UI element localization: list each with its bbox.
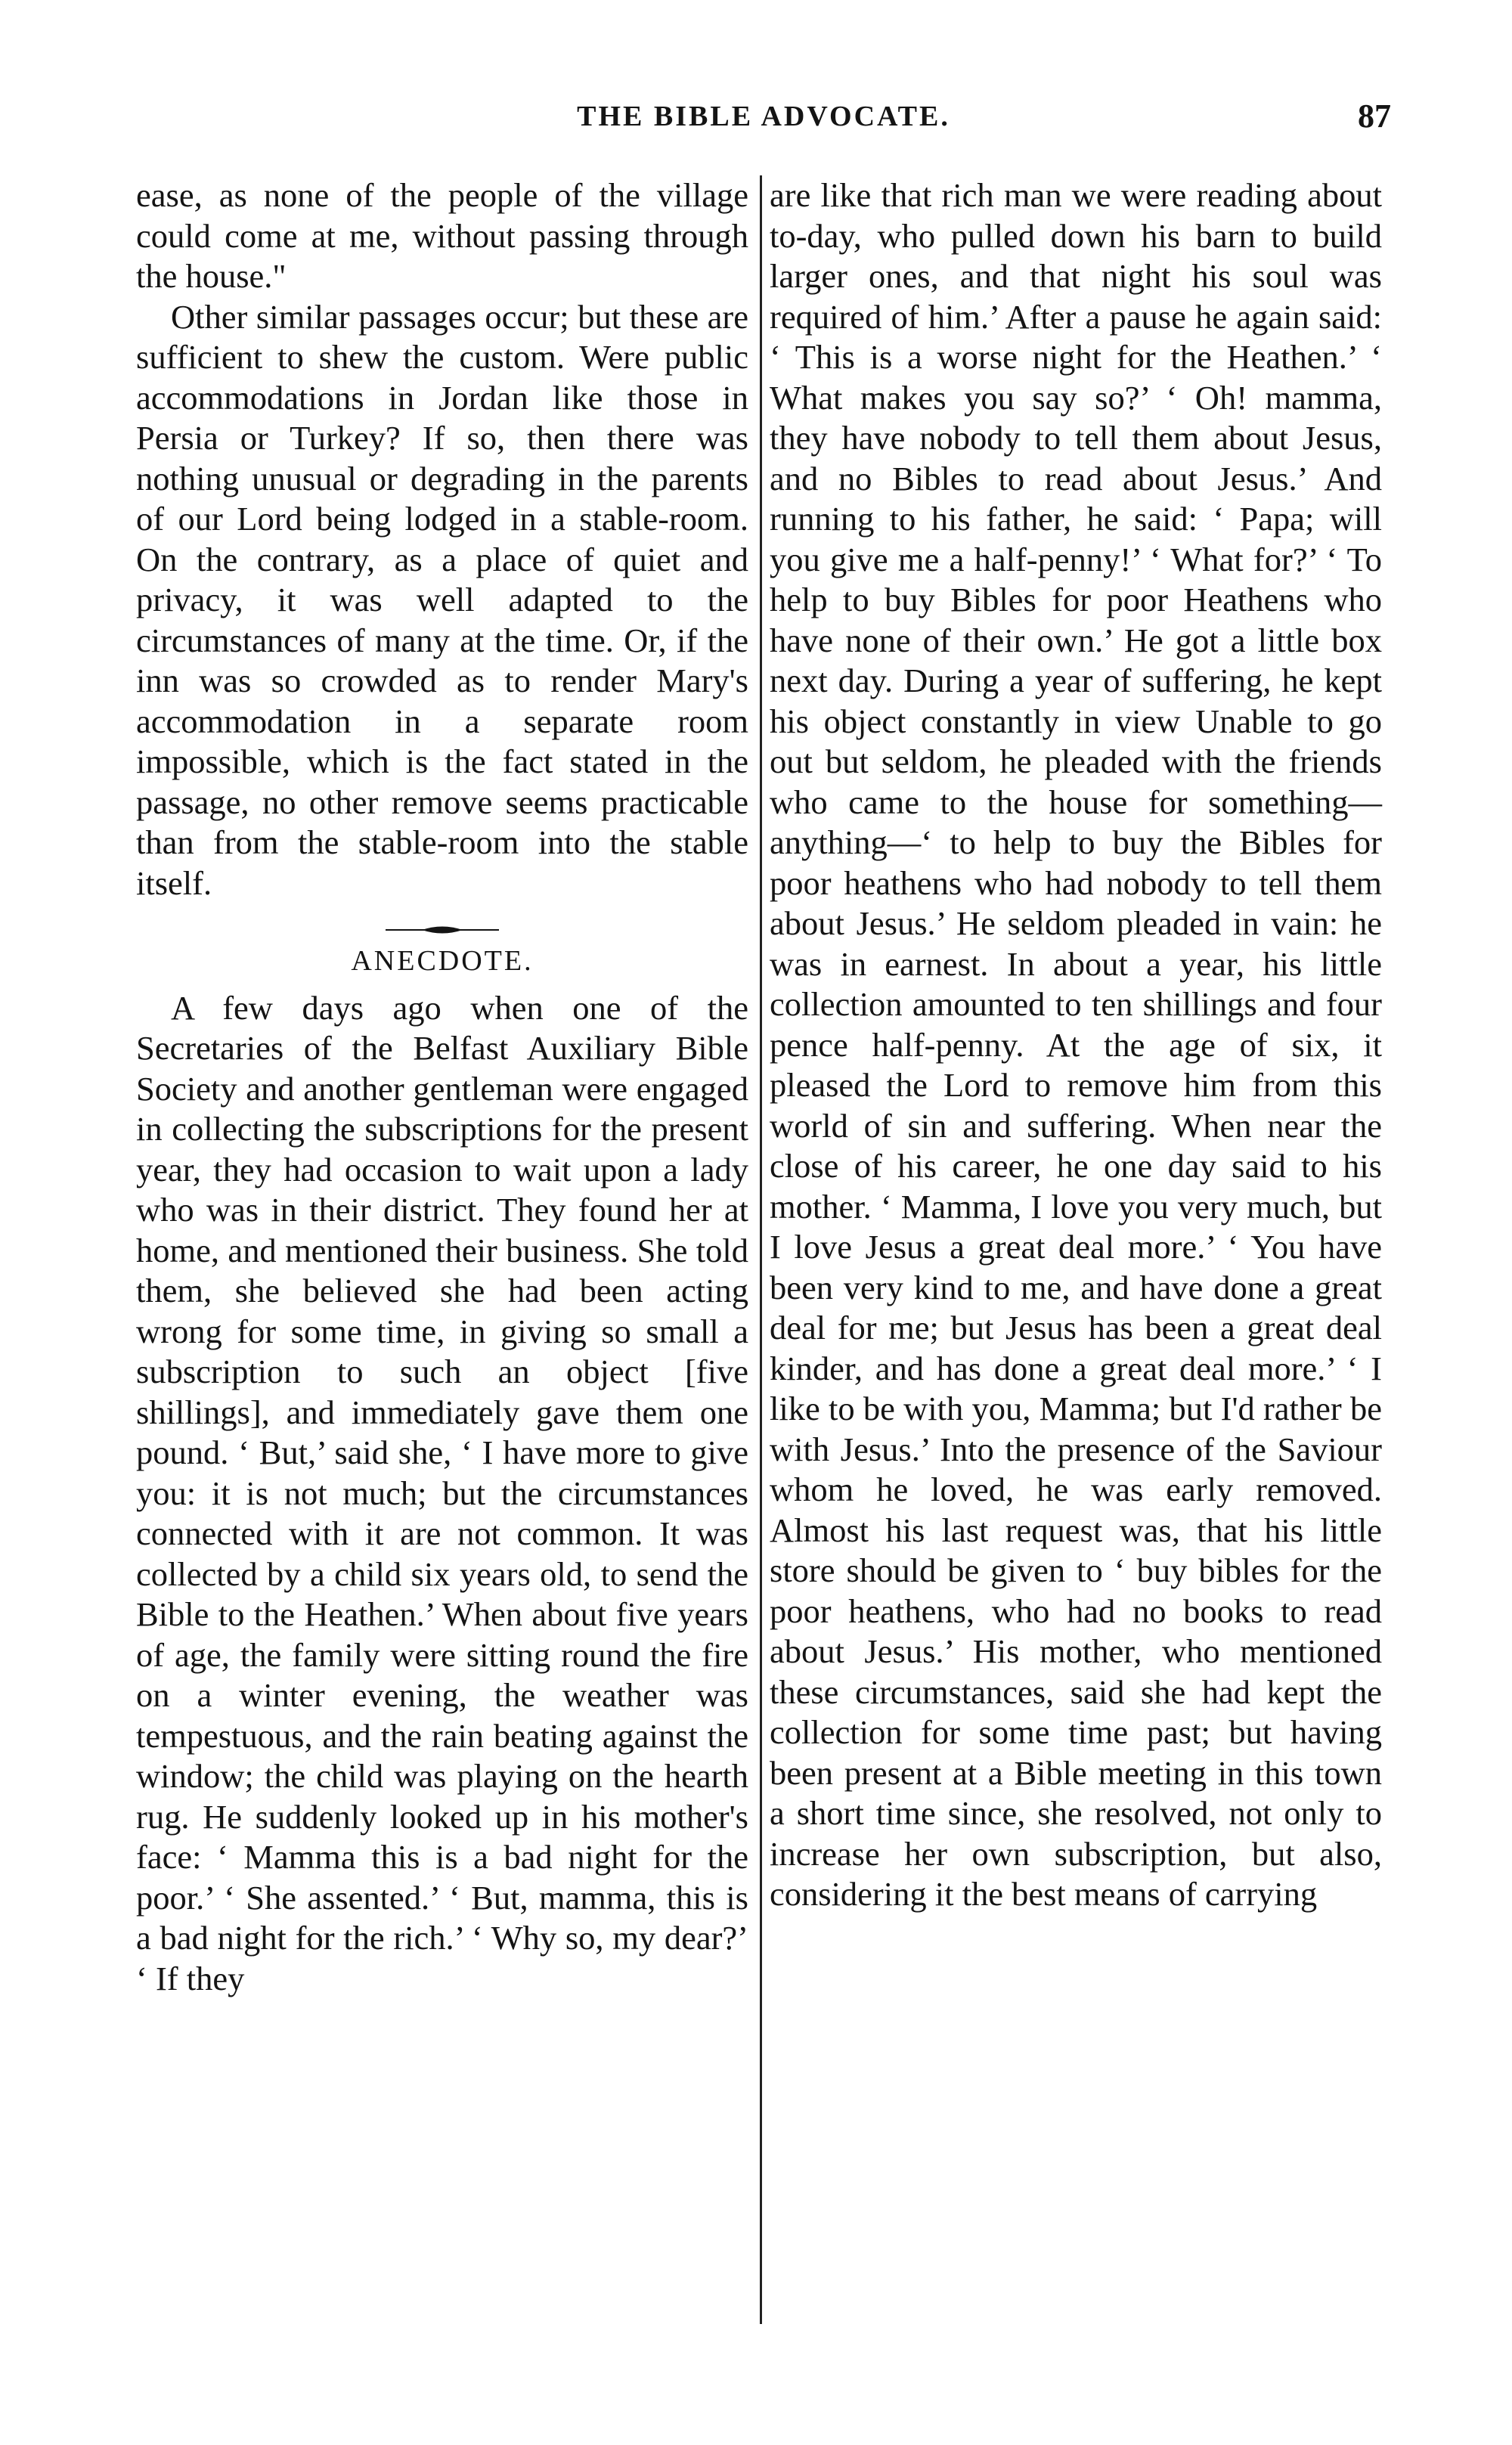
left-paragraph-anecdote: A few days ago when one of the Secretaries of the Belfast Auxiliary Bible Society and another gentleman were engaged in collecting the subscriptions for the present year, they had occasion to wait upon a lady who was in their district. They found her at home, and mentioned their business. She told them, she believed she had been acting wrong for some time, in giving so small a subscription to such an object [five shillings], and immediately gave them one pound. ‘ But,’ said she, ‘ I have more to give you: it is not much; but the circumstances connected with it are not common. It was collected by a child six years old, to send the Bible to the Heathen.’ When about five years of age, the family were sitting round the fire on a winter evening, the weather was tempestuous, and the rain beating against the window; the child was playing on the hearth rug. He suddenly looked up in his mother's face: ‘ Mamma this is a bad night for the poor.’ ‘ She assented.’ ‘ But, mamma, this is a bad night for the rich.’ ‘ Why so, my dear?’ ‘ If they xyxy=(136,988,748,1997)
running-title: THE BIBLE ADVOCATE. xyxy=(577,101,950,132)
page-number: 87 xyxy=(1358,98,1391,135)
right-paragraph-continuation: are like that rich man we were reading about to-day, who pulled down his barn to build larger ones, and that night his soul was required of him.’ After a pause he again said: ‘ This is a worse night for the Heathen.’ ‘ What makes you say so?’ ‘ Oh! mamma, they have nobody to tell them about Jesus, and no Bibles to read about Jesus.’ And running to his father, he said: ‘ Papa; will you give me a half-penny!’ ‘ What for?’ ‘ To help to buy Bibles for poor Heathens who have none of their own.’ He got a little box next day. During a year of suffering, he kept his object constantly in view Unable to go out but seldom, he pleaded with the friends who came to the house for something—anything—‘ to help to buy the Bibles for poor heathens who had nobody to tell them about Jesus.’ He seldom pleaded in vain: he was in earnest. In about a year, his little collection amounted to ten shillings and four pence half-penny. At the age of six, it pleased the Lord to remove him from this world of sin and suffering. When near the close of his career, he one day said to his mother. ‘ Mamma, I love you very much, but I love Jesus a great deal more.’ ‘ You have been very kind to me, and have done a great deal for me; but Jesus has been a great deal kinder, and has done a great deal more.’ ‘ I like to be with you, Mamma; but I'd rather be with Jesus.’ Into the presence of the Saviour whom he loved, he was early removed. Almost his last request was, that his little store should be given to ‘ buy bibles for the poor heathens, who had no books to read about Jesus.’ His mother, who mentioned these circumstances, said she had kept the collection for some time past; but having been present at a Bible meeting in this town a short time since, she resolved, not only to increase her own subscription, but also, considering it the best means of carrying xyxy=(770,176,1382,1913)
right-column xyxy=(770,175,1382,1915)
section-heading: ANECDOTE. xyxy=(351,945,534,977)
column-divider xyxy=(760,175,762,2324)
left-column xyxy=(136,175,748,1999)
left-paragraph-continuation: ease, as none of the people of the village could come at me, without passing through the house." xyxy=(136,176,748,295)
section-divider-ornament xyxy=(386,923,499,937)
running-head xyxy=(136,97,1391,150)
left-paragraph-custom: Other similar passages occur; but these are sufficient to shew the custom. Were public accommodations in Jordan like those in Persia or Turkey? If so, then there was nothing unusual or degrading in the parents of our Lord being lodged in a stable-room. On the contrary, as a place of quiet and privacy, it was well adapted to the circumstances of many at the time. Or, if the inn was so crowded as to render Mary's accommodation in a separate room impossible, which is the fact stated in the passage, no other remove seems practicable than from the stable-room into the stable itself. xyxy=(136,297,748,902)
